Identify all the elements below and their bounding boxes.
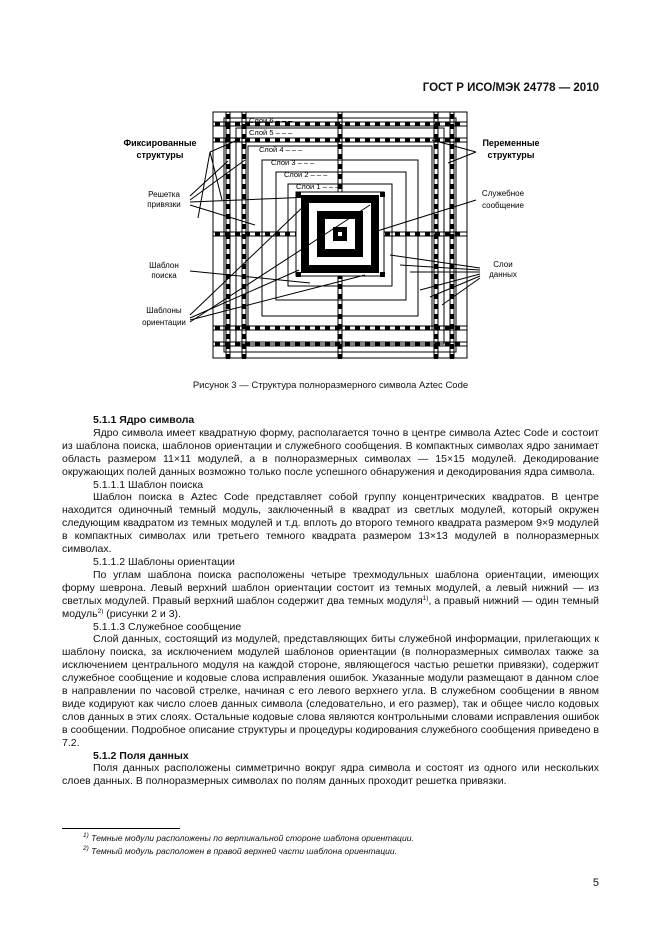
footnote-mark: 2) [83,844,89,852]
grid-module [450,214,454,219]
grid-module [445,326,450,330]
grid-module [242,214,246,219]
grid-module [295,326,300,330]
grid-module [434,264,438,269]
grid-module [355,342,360,346]
grid-module [450,174,454,179]
grid-module [365,138,370,142]
grid-module [405,232,410,236]
grid-module [225,122,230,126]
document-header: ГОСТ Р ИСО/МЭК 24778 — 2010 [422,82,599,94]
label-mode-message-2: сообщение [482,201,524,210]
label-reference-grid: Решетка [148,190,180,199]
grid-module [242,154,246,159]
grid-module [415,122,420,126]
label-layer-2: Слой 2 – – – [284,170,328,179]
grid-module [226,154,230,159]
grid-module [365,342,370,346]
grid-module [265,326,270,330]
grid-module [450,134,454,139]
grid-module [215,342,220,346]
grid-module [226,174,230,179]
paragraph-5-1-2: Поля данных расположены симметрично вокруг ядра символа и состоят из одного или нескольких слоев данных. В полноразмерных символах по полям данных проходит решетка привязки. [62,762,599,788]
grid-module [450,164,454,169]
grid-module [242,194,246,199]
grid-module [415,326,420,330]
paragraph-part: (рисунки 2 и 3). [103,607,181,620]
aztec-structure-figure [0,108,661,360]
grid-module [226,314,230,319]
grid-module [245,326,250,330]
grid-module [338,304,342,309]
grid-module [375,342,380,346]
paragraph-part: , а правый нижний — один темный модуль [62,594,599,620]
label-layer-1: Слой 1 – – – [296,182,340,191]
grid-module [235,232,240,236]
grid-module [355,122,360,126]
orientation-module [296,272,301,277]
heading-5-1-2: 5.1.2 Поля данных [93,749,189,762]
grid-module [450,334,454,339]
grid-module [225,138,230,142]
grid-module [345,342,350,346]
grid-module [434,164,438,169]
grid-module [226,304,230,309]
grid-module [450,184,454,189]
main-text [62,414,599,788]
heading-5-1-1-2: 5.1.1.2 Шаблоны ориентации [93,555,235,568]
grid-module [338,144,342,149]
grid-module [255,342,260,346]
grid-module [226,184,230,189]
grid-module [434,194,438,199]
grid-module [315,326,320,330]
grid-module [275,138,280,142]
grid-module [450,224,454,229]
grid-module [415,342,420,346]
grid-module [434,114,438,119]
grid-module [235,122,240,126]
grid-module [226,284,230,289]
grid-module [450,154,454,159]
label-layer-6: Слой 6 – – – [249,116,293,125]
paragraph-part: По углам шаблона поиска расположены четыре трехмодульных шаблона ориентации, имеющих форму шеврона. Левый верхний шаблон ориентации состоит из темных модулей, а левый нижний — из светлых модулей. Правый верхний шаблон содержит два темных модуля [62,568,599,607]
grid-module [242,184,246,189]
grid-module [395,342,400,346]
grid-module [305,326,310,330]
grid-module [315,342,320,346]
label-mode-message: Служебное [481,189,525,198]
heading-5-1-1: 5.1.1 Ядро символа [93,414,195,426]
label-data-layers: Слои [493,260,513,269]
paragraph-5-1-1: Ядро символа имеет квадратную форму, располагается точно в центре символа Aztec Code и состоит из шаблона поиска, шаблонов ориентации и служебного сообщения. В компактных символах ядро занимает область размером 11×11 модулей, а в полноразмерных символах — 15×15 модулей. Декодирование окружающих полей данных возможно только после успешного обнаружения и декодирования ядра символа. [62,426,599,478]
grid-module [295,138,300,142]
footnote-text: Темный модуль расположен в правой верхней части шаблона ориентации. [91,845,398,856]
grid-module [415,138,420,142]
grid-module [455,326,460,330]
grid-module [315,122,320,126]
grid-module [226,204,230,209]
grid-module [305,138,310,142]
grid-module [455,122,460,126]
grid-module [265,138,270,142]
grid-module [450,254,454,259]
grid-module [385,138,390,142]
grid-module [226,334,230,339]
grid-module [434,334,438,339]
grid-module [375,326,380,330]
finder-center-dot [338,232,342,236]
grid-module [305,122,310,126]
grid-module [215,326,220,330]
label-layer-4: Слой 4 – – – [259,145,303,154]
grid-module [405,122,410,126]
grid-module [365,122,370,126]
grid-module [242,354,246,359]
grid-module [425,122,430,126]
grid-module [395,232,400,236]
grid-module [445,122,450,126]
grid-module [242,244,246,249]
grid-module [338,164,342,169]
grid-module [434,244,438,249]
footnotes [62,832,599,857]
grid-module [315,138,320,142]
grid-module [385,326,390,330]
grid-module [226,224,230,229]
heading-5-1-1-1: 5.1.1.1 Шаблон поиска [93,478,204,491]
footnote-ref-1: 1) [422,594,429,602]
grid-module [405,342,410,346]
aztec-symbol-diagram [213,112,467,359]
grid-module [226,244,230,249]
grid-module [450,124,454,129]
grid-module [325,138,330,142]
label-finder-pattern-2: поиска [151,271,177,280]
figure-caption: Рисунок 3 — Структура полноразмерного символа Aztec Code [192,380,469,391]
grid-module [226,264,230,269]
grid-module [434,174,438,179]
grid-module [395,122,400,126]
grid-module [385,232,390,236]
grid-module [385,342,390,346]
grid-module [242,314,246,319]
grid-module [285,342,290,346]
label-layer-3: Слой 3 – – – [271,158,315,167]
orientation-module [296,192,301,197]
label-orientation-patterns: Шаблоны [146,306,182,315]
grid-module [425,342,430,346]
grid-module [338,154,342,159]
label-variable-structures: Переменные [482,138,540,148]
heading-5-1-1-3: 5.1.1.3 Служебное сообщение [93,620,242,633]
grid-module [435,232,440,236]
footnote-1 [62,832,599,845]
grid-module [338,334,342,339]
grid-module [275,342,280,346]
label-finder-pattern: Шаблон [149,261,179,270]
grid-module [395,326,400,330]
grid-module [242,224,246,229]
grid-module [450,234,454,239]
footnote-mark: 1) [83,832,89,839]
grid-module [335,342,340,346]
grid-module [434,204,438,209]
grid-module [395,138,400,142]
grid-module [345,326,350,330]
label-reference-grid-2: привязки [147,200,181,209]
label-data-layers-2: данных [489,270,517,279]
grid-module [285,326,290,330]
grid-module [405,138,410,142]
grid-module [434,314,438,319]
grid-module [450,194,454,199]
grid-module [235,326,240,330]
label-variable-structures-2: структуры [487,150,535,160]
grid-module [450,314,454,319]
grid-module [255,232,260,236]
grid-module [434,154,438,159]
grid-module [275,326,280,330]
grid-module [295,122,300,126]
grid-module [226,194,230,199]
grid-module [285,232,290,236]
orientation-module [380,272,385,277]
grid-module [450,244,454,249]
label-layer-5: Слой 5 – – – [249,128,293,137]
label-fixed-structures-2: структуры [136,150,184,160]
footnote-text: Темные модули расположены по вертикальной стороне шаблона ориентации. [91,833,414,843]
grid-module [355,138,360,142]
grid-module [335,326,340,330]
grid-module [445,232,450,236]
grid-module [255,138,260,142]
grid-module [225,232,230,236]
grid-module [265,342,270,346]
grid-module [450,114,454,119]
grid-module [338,174,342,179]
grid-module [365,326,370,330]
grid-module [455,138,460,142]
grid-module [450,274,454,279]
grid-module [355,326,360,330]
paragraph-5-1-1-2 [62,569,599,621]
grid-module [235,342,240,346]
grid-module [242,204,246,209]
footnote-2 [62,845,599,858]
grid-module [405,326,410,330]
grid-module [385,122,390,126]
grid-module [338,314,342,319]
grid-module [242,114,246,119]
grid-module [455,342,460,346]
grid-module [345,122,350,126]
grid-module [338,294,342,299]
grid-module [335,138,340,142]
footnote-ref-2: 2) [97,607,104,615]
grid-module [425,232,430,236]
grid-module [325,342,330,346]
grid-module [305,342,310,346]
grid-module [434,274,438,279]
grid-module [338,284,342,289]
grid-module [225,342,230,346]
page-number: 5 [592,877,599,889]
grid-module [434,184,438,189]
grid-module [434,304,438,309]
grid-module [435,342,440,346]
grid-module [434,354,438,359]
grid-module [434,224,438,229]
grid-module [215,122,220,126]
grid-module [415,232,420,236]
grid-module [242,144,246,149]
grid-module [338,114,342,119]
grid-module [338,354,342,359]
grid-module [285,138,290,142]
orientation-module [380,192,385,197]
grid-module [434,254,438,259]
grid-module [435,326,440,330]
footnote-divider [62,828,180,829]
grid-module [434,144,438,149]
paragraph-5-1-1-1: Шаблон поиска в Aztec Code представляет собой группу концентрических квадратов. В центре находится одиночный темный модуль, заключенный в квадрат из светлых модулей, который окружен следующим квадратом из темных модулей и т.д. вплоть до второго темного квадрата размером 9×9 модулей в компактных символах или третьего темного квадрата размером 13×13 модулей в полноразмерных символах. [62,491,599,556]
grid-module [375,122,380,126]
paragraph-5-1-1-3: Слой данных, состоящий из модулей, представляющих биты служебной информации, прилегающих к шаблону поиска, за исключением модулей шаблонов ориентации (в полноразмерных символах также за исключением центрального модуля на каждой стороне, являющегося частью решетки привязки), содержит служебное сообщение и кодовые слова исправления ошибок. Указанные модули размещают в данном слое в направлении по часовой стрелке, начиная с его левого верхнего угла. В служебном сообщении в явном виде кодируют как число слоев данных символа (следовательно, и его размер), так и общее число кодовых слов данных в этих слоях. Остальные кодовые слова являются контрольными словами исправления ошибок в сообщении. Подробное описание структуры и процедуры кодирования служебного сообщения приведено в 7.2. [62,633,599,749]
grid-module [335,122,340,126]
grid-module [242,164,246,169]
grid-module [434,214,438,219]
grid-module [215,138,220,142]
grid-module [245,342,250,346]
grid-module [225,326,230,330]
grid-module [345,138,350,142]
grid-module [450,354,454,359]
grid-module [242,174,246,179]
grid-module [255,326,260,330]
grid-module [226,114,230,119]
grid-module [445,342,450,346]
grid-module [325,122,330,126]
grid-module [425,138,430,142]
grid-module [226,254,230,259]
grid-module [215,232,220,236]
grid-module [295,342,300,346]
grid-module [245,138,250,142]
grid-module [375,138,380,142]
grid-module [242,254,246,259]
label-fixed-structures: Фиксированные [123,138,197,148]
grid-module [226,354,230,359]
grid-module [435,122,440,126]
grid-module [245,232,250,236]
grid-module [455,232,460,236]
grid-module [450,304,454,309]
grid-module [226,164,230,169]
grid-module [242,334,246,339]
grid-module [445,138,450,142]
grid-module [265,232,270,236]
grid-module [325,326,330,330]
grid-module [450,344,454,349]
grid-module [450,324,454,329]
label-orientation-patterns-2: ориентации [142,318,186,327]
grid-module [425,326,430,330]
